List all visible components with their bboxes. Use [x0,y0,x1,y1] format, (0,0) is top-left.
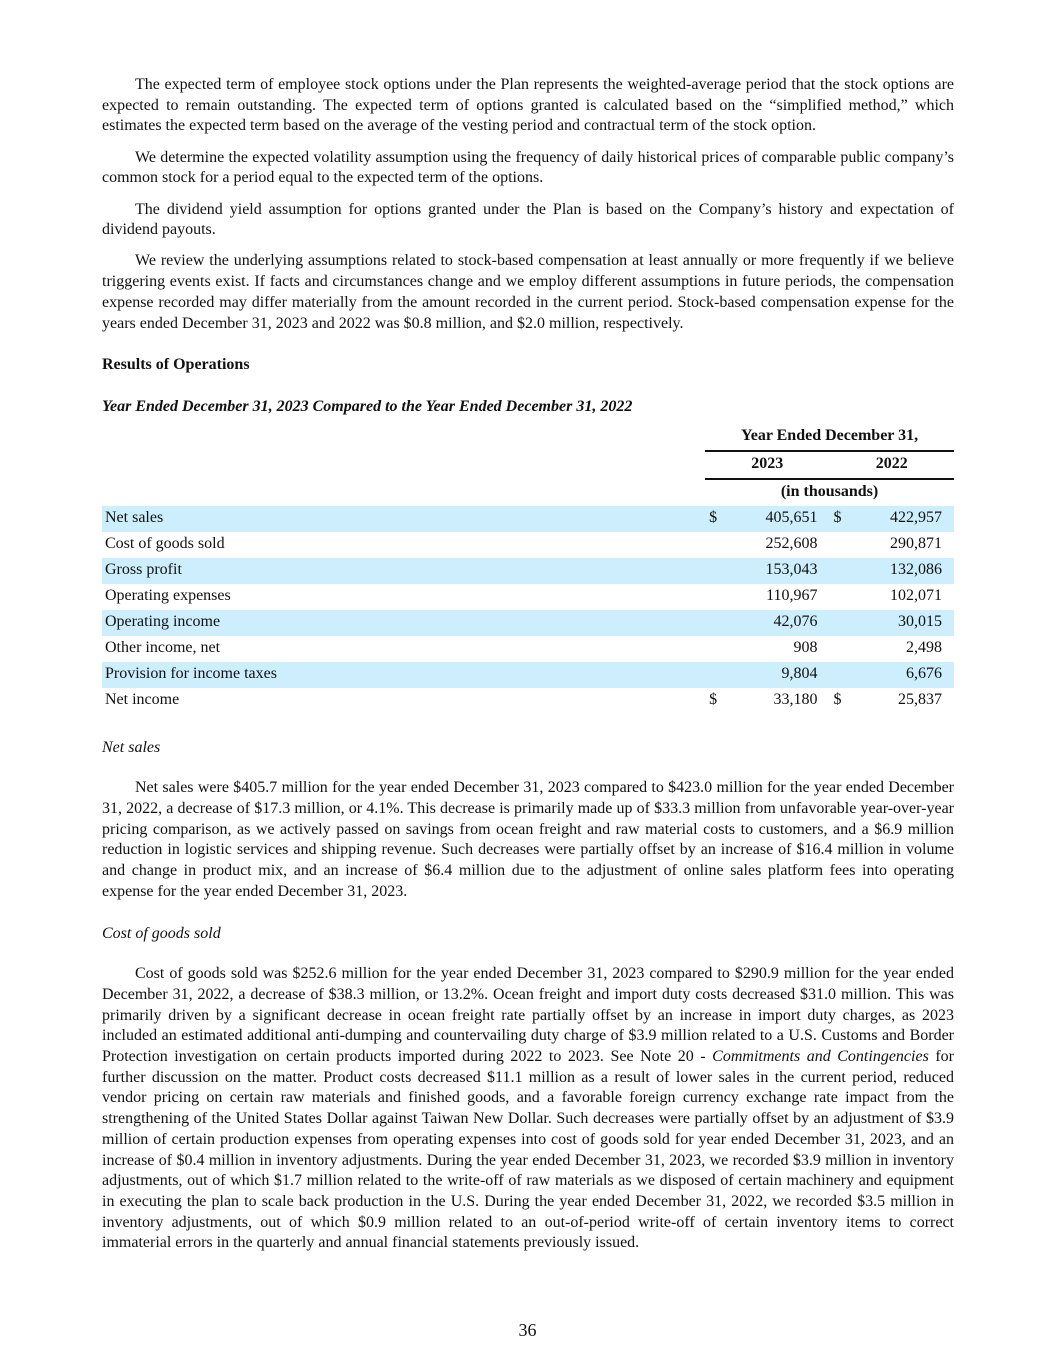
currency-2023 [705,558,731,584]
table-row [102,506,954,532]
paragraph-expected-term: The expected term of employee stock options under the Plan represents the weighted-average period that the stock options are expected to remain outstanding. The expected term of options granted is calculated based on the “simplified method,” which estimates the expected term based on the average of the vesting period and contractual term of the stock option. [102,76,954,135]
net-sales-paragraph: Net sales were $405.7 million for the year ended December 31, 2023 compared to $423.0 million for the year ended December 31, 2022, a decrease of $17.3 million, or 4.1%. This decrease is primarily made up of $33.3 million from unfavorable year-over-year pricing comparison, as we actively passed on savings from ocean freight and raw material costs to customers, and a $6.9 million reduction in logistic services and shipping revenue. Such decreases were partially offset by an increase of $16.4 million in volume and change in product mix, and an increase of $6.4 million due to the adjustment of online sales platform fees into operating expense for the year ended December 31, 2023. [102,779,954,900]
cogs-subheading: Cost of goods sold [102,924,221,942]
currency-2022 [830,558,856,584]
value-2022: 2,498 [906,639,942,657]
header-year-ended: Year Ended December 31, [705,424,954,451]
results-of-operations-heading: Results of Operations [102,356,250,374]
value-2022: 30,015 [855,610,954,636]
table-row [102,610,954,636]
table-row [102,532,954,558]
net-sales-subheading: Net sales [102,738,161,756]
currency-2023 [705,636,731,662]
table-header-units-row [102,479,954,506]
value-2022: 132,086 [855,558,954,584]
currency-2023: $ [705,506,731,532]
header-units: (in thousands) [780,483,879,501]
row-label: Net income [105,691,180,709]
value-2022: 422,957 [855,506,954,532]
row-label: Gross profit [102,558,705,584]
table-row [102,688,954,714]
value-2023: 908 [793,639,818,657]
value-2023: 42,076 [731,610,830,636]
row-label: Operating expenses [105,587,231,605]
currency-2022: $ [830,506,856,532]
value-2022: 102,071 [890,587,942,605]
cogs-paragraph [102,964,954,1254]
table-row [102,636,954,662]
currency-2023 [705,662,731,688]
value-2022: 6,676 [855,662,954,688]
value-2023: 9,804 [731,662,830,688]
value-2023: 33,180 [773,691,818,709]
currency-2023 [705,584,731,610]
paragraph-volatility: We determine the expected volatility assumption using the frequency of daily historical prices of comparable public company’s common stock for a period equal to the expected term of the options. [102,148,954,187]
results-table [102,424,954,714]
row-label: Net sales [102,506,705,532]
currency-2023: $ [709,691,718,709]
value-2022: 25,837 [898,691,942,709]
table-header-years-row [102,451,954,479]
row-label: Other income, net [105,639,221,657]
note-reference-italic: Commitments and Contingencies [712,1048,929,1066]
currency-2023 [705,610,731,636]
header-year-2023: 2023 [705,451,829,479]
currency-2022 [830,636,856,662]
value-2023: 110,967 [766,587,818,605]
comparison-heading: Year Ended December 31, 2023 Compared to the Year Ended December 31, 2022 [102,397,633,415]
value-2023: 405,651 [731,506,830,532]
table-row [102,558,954,584]
row-label: Cost of goods sold [105,535,225,553]
table-row [102,662,954,688]
currency-2023 [705,532,731,558]
row-label: Operating income [102,610,705,636]
header-year-2022: 2022 [830,451,954,479]
page-number: 36 [518,1320,537,1340]
value-2023: 252,608 [765,535,818,553]
table-body [102,506,954,714]
value-2023: 153,043 [731,558,830,584]
cogs-text-before: Cost of goods sold was $252.6 million for the year ended December 31, 2023 compared to $290.9 million for the year ended December 31, 2022, a decrease of $38.3 million, or 13.2%. Ocean freight and import duty costs decreased $31.0 million. This was primarily driven by a significant decrease in ocean freight rate partially offset by an increase in import duty charges, as 2023 included an estimated additional anti-dumping and countervailing duty charge of $3.9 million related to a U.S. Customs and Border Protection investigation on certain products imported during 2022 to 2023. See Note 20 - [102,965,954,1066]
currency-2022 [830,662,856,688]
currency-2022 [830,610,856,636]
value-2022: 290,871 [890,535,942,553]
paragraph-dividend-yield: The dividend yield assumption for options granted under the Plan is based on the Company’s history and expectation of dividend payouts. [102,200,954,239]
currency-2022: $ [833,691,842,709]
document-page [102,75,954,1254]
row-label: Provision for income taxes [102,662,705,688]
table-row [102,584,954,610]
currency-2022 [830,584,856,610]
table-header-group-row [102,424,954,451]
currency-2022 [830,532,856,558]
cogs-text-after: for further discussion on the matter. Product costs decreased $11.1 million as a result of lower sales in the current period, reduced vendor pricing on certain raw materials and finished goods, and a favorable foreign currency exchange rate impact from the strengthening of the United States Dollar against Taiwan New Dollar. Such decreases were partially offset by an adjustment of $3.9 million of certain production expenses from operating expenses into cost of goods sold for year ended December 31, 2023, and an increase of $0.4 million in inventory adjustments. During the year ended December 31, 2023, we recorded $3.9 million in inventory adjustments, out of which $1.7 million related to the write-off of raw materials as we disposed of certain machinery and equipment in executing the plan to scale back production in the U.S. During the year ended December 31, 2022, we recorded $3.5 million in inventory adjustments, out of which $0.9 million related to an out-of-period write-off of certain inventory items to correct immaterial errors in the quarterly and annual financial statements previously issued. [102,1048,955,1252]
paragraph-review-assumptions: We review the underlying assumptions related to stock-based compensation at least annually or more frequently if we believe triggering events exist. If facts and circumstances change and we employ different assumptions in future periods, the compensation expense recorded may differ materially from the amount recorded in the current period. Stock-based compensation expense for the years ended December 31, 2023 and 2022 was $0.8 million, and $2.0 million, respectively. [102,252,954,332]
